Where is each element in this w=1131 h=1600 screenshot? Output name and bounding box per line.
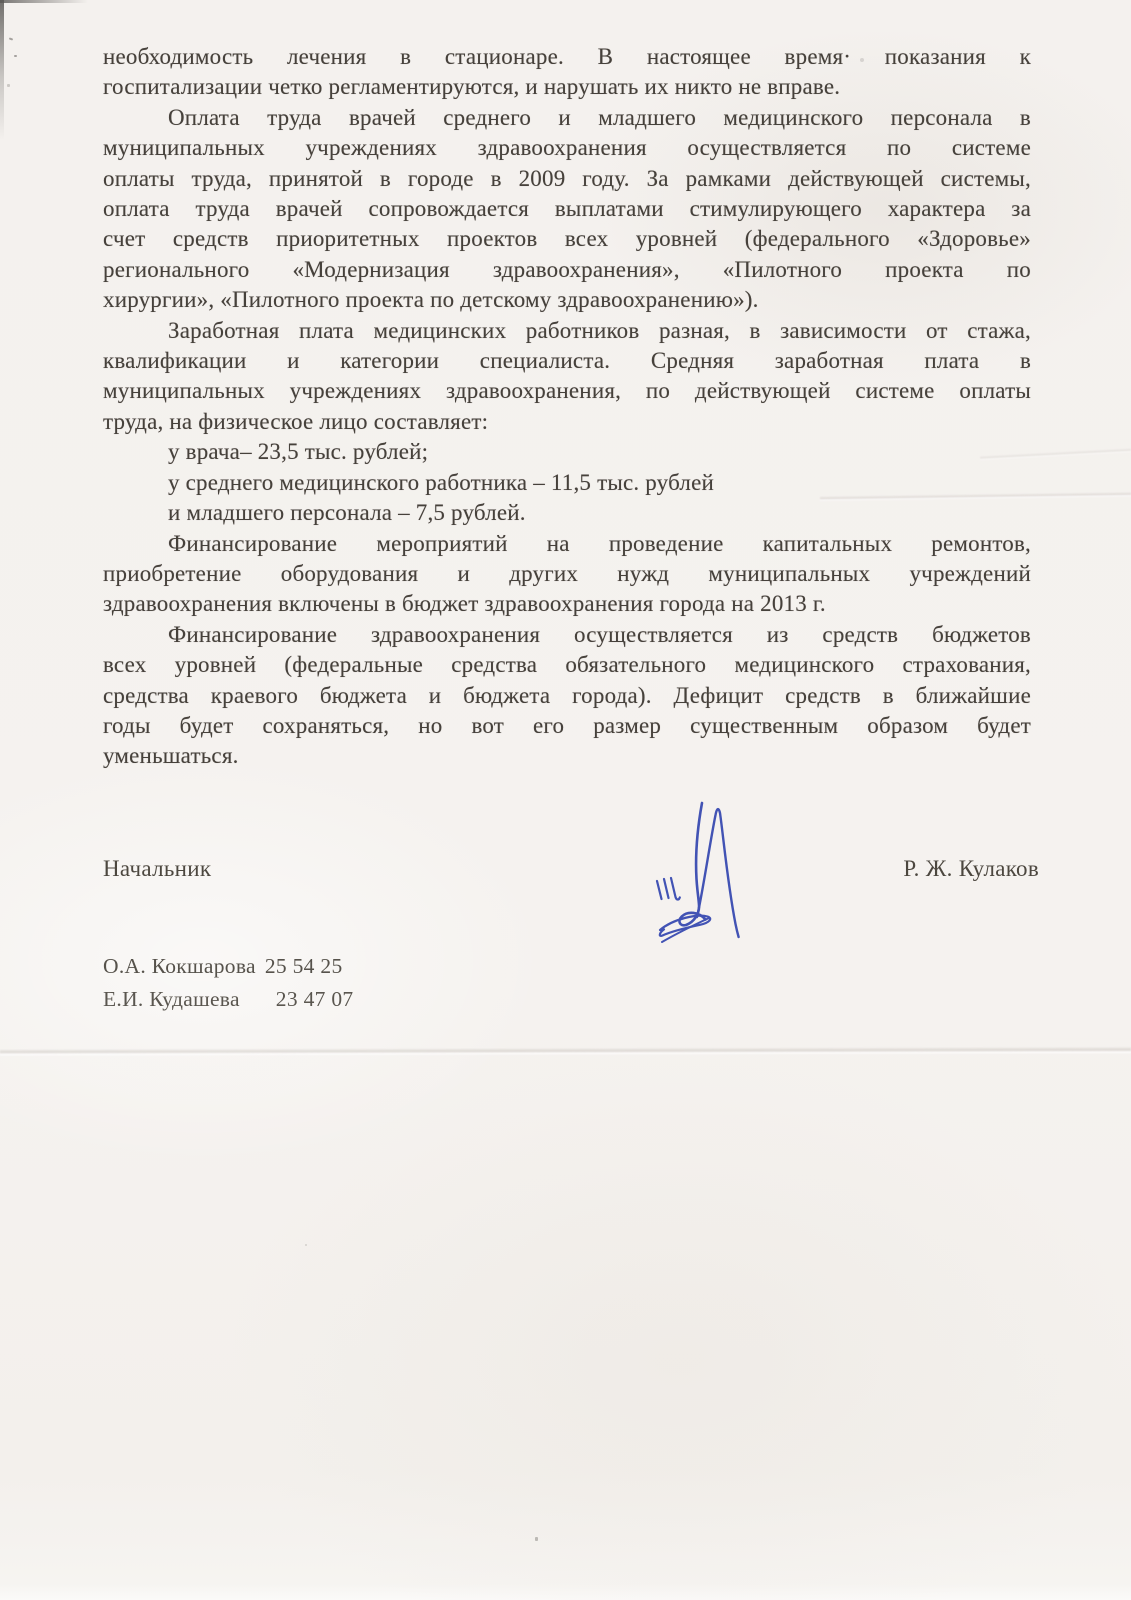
text-line: госпитализации четко регламентируются, и нарушать их никто не вправе. [103,74,841,100]
paragraph [103,103,1031,316]
bullet-line: у среднего медицинского работника – 11,5 тыс. рублей [168,469,715,495]
scan-speck [7,84,10,87]
paragraph [103,316,1031,438]
position-title: Начальник [103,856,212,881]
scan-speck [14,55,17,57]
text-line: регионального «Модернизация здравоохранения», «Пилотного проекта по [103,256,1031,282]
contacts-block [103,950,353,1015]
paragraph [103,42,1031,103]
paragraph [103,529,1031,620]
document-text [103,42,1031,772]
text-line: оплаты труда, принятой в городе в 2009 году. За рамками действующей системы, [103,165,1031,191]
text-line: муниципальных учреждениях здравоохранения осуществляется по системе [103,135,1031,161]
text-line: всех уровней (федеральные средства обязательного медицинского страхования, [103,652,1031,678]
contact-name: Е.И. Кудашева [103,986,240,1011]
contact-row [103,983,353,1016]
text-line: Финансирование мероприятий на проведение капитальных ремонтов, [168,530,1031,556]
text-line: оплата труда врачей сопровождается выплатами стимулирующего характера за [103,196,1031,222]
scan-speck [305,1244,307,1246]
scan-edge-artifact [0,0,4,140]
handwritten-signature-icon [648,793,748,943]
text-line: здравоохранения включены в бюджет здравоохранения города на 2013 г. [103,591,826,617]
contact-name: О.А. Кокшарова [103,954,256,978]
text-line: годы будет сохраняться, но вот его размер существенным образом будет [103,712,1031,738]
text-line: Оплата труда врачей среднего и младшего медицинского персонала в [168,104,1031,130]
contact-row [103,950,353,983]
text-line: уменьшаться. [103,743,239,769]
text-line: муниципальных учреждениях здравоохранения, по действующей системе оплаты [103,378,1031,404]
contact-phone: 23 47 07 [275,986,354,1011]
paper-fold-crease [0,1047,1131,1056]
text-line: квалификации и категории специалиста. Средняя заработная плата в [103,348,1031,374]
text-line: приобретение оборудования и других нужд муниципальных учреждений [103,560,1031,586]
paragraph [103,620,1031,772]
text-line: счет средств приоритетных проектов всех уровней (федерального «Здоровье» [103,226,1031,252]
signature-block [103,856,1039,882]
text-line: необходимость лечения в стационаре. В настоящее время· показания к [103,44,1031,69]
contact-phone: 25 54 25 [264,954,343,978]
scan-speck [9,37,13,40]
bullet-list [103,437,1031,528]
text-line: труда, на физическое лицо составляет: [103,408,489,434]
bullet-line: и младшего персонала – 7,5 рублей. [168,500,526,526]
scan-speck [535,1537,538,1541]
text-line: хирургии», «Пилотного проекта по детскому здравоохранению»). [103,287,759,313]
text-line: Заработная плата медицинских работников разная, в зависимости от стажа, [168,317,1031,343]
text-line: Финансирование здравоохранения осуществляется из средств бюджетов [168,621,1031,647]
signatory-name: Р. Ж. Кулаков [903,856,1039,881]
text-line: средства краевого бюджета и бюджета города). Дефицит средств в ближайшие [103,682,1031,708]
bullet-line: у врача– 23,5 тыс. рублей; [168,439,429,465]
scan-edge-artifact [0,0,88,3]
